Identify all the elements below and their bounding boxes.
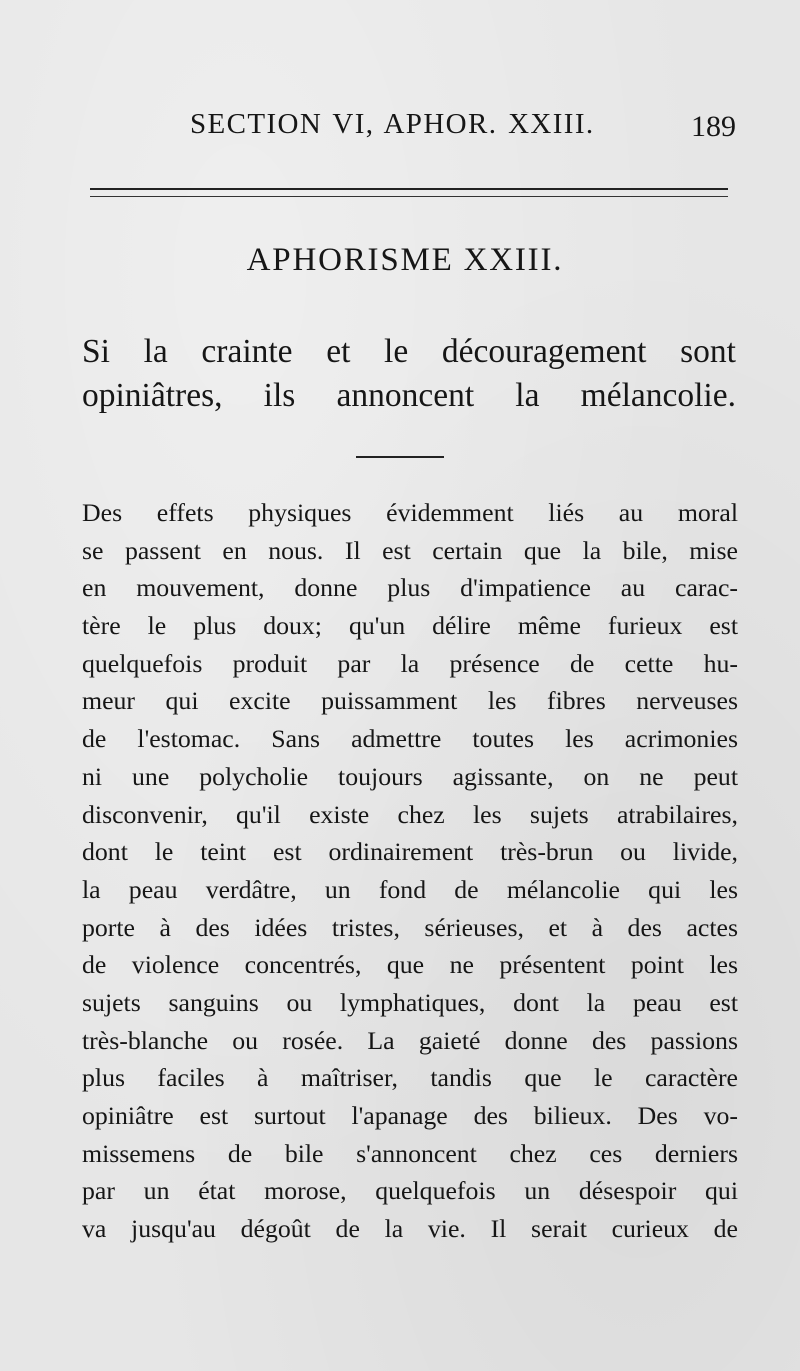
text-line: en mouvement, donne plus d'impatience au carac- — [82, 573, 738, 603]
aphorism-line: opiniâtres, ils annoncent la mélancolie. — [82, 377, 736, 414]
text-line: va jusqu'au dégoût de la vie. Il serait curieux de — [82, 1214, 738, 1244]
text-line: disconvenir, qu'il existe chez les sujets atrabilaires, — [82, 799, 738, 829]
section-divider — [356, 456, 444, 458]
aphorism-line: Si la crainte et le découragement sont — [82, 333, 736, 370]
text-line: opiniâtre est surtout l'apanage des bilieux. Des vo- — [82, 1101, 738, 1130]
text-line: sujets sanguins ou lymphatiques, dont la peau est — [82, 987, 738, 1017]
text-line: porte à des idées tristes, sérieuses, et à des actes — [82, 912, 738, 942]
text-line: par un état morose, quelquefois un désespoir qui — [82, 1176, 738, 1206]
text-line: la peau verdâtre, un fond de mélancolie qui les — [82, 874, 738, 904]
commentary-text — [82, 494, 738, 1248]
text-line: très-blanche ou rosée. La gaieté donne des passions — [82, 1025, 738, 1055]
running-title: SECTION VI, APHOR. XXIII. — [190, 108, 595, 140]
text-line: plus faciles à maîtriser, tandis que le caractère — [82, 1063, 738, 1093]
running-head — [80, 108, 740, 148]
text-line: missemens de bile s'annoncent chez ces derniers — [82, 1138, 738, 1168]
text-line: Des effets physiques évidemment liés au moral — [82, 498, 738, 527]
text-line: de l'estomac. Sans admettre toutes les acrimonies — [82, 724, 738, 754]
page-number: 189 — [691, 110, 736, 143]
text-line: se passent en nous. Il est certain que la bile, mise — [82, 535, 738, 565]
aphorism-title: APHORISME XXIII. — [246, 242, 564, 278]
text-line: tère le plus doux; qu'un délire même furieux est — [82, 611, 738, 641]
text-line: quelquefois produit par la présence de cette hu- — [82, 648, 738, 678]
text-line: de violence concentrés, que ne présentent point les — [82, 950, 738, 980]
aphorism-text — [82, 330, 736, 418]
text-line: ni une polycholie toujours agissante, on ne peut — [82, 761, 738, 791]
text-line: meur qui excite puissamment les fibres nerveuses — [82, 686, 738, 716]
text-line: dont le teint est ordinairement très-brun ou livide, — [82, 837, 738, 867]
header-double-rule — [90, 188, 728, 197]
